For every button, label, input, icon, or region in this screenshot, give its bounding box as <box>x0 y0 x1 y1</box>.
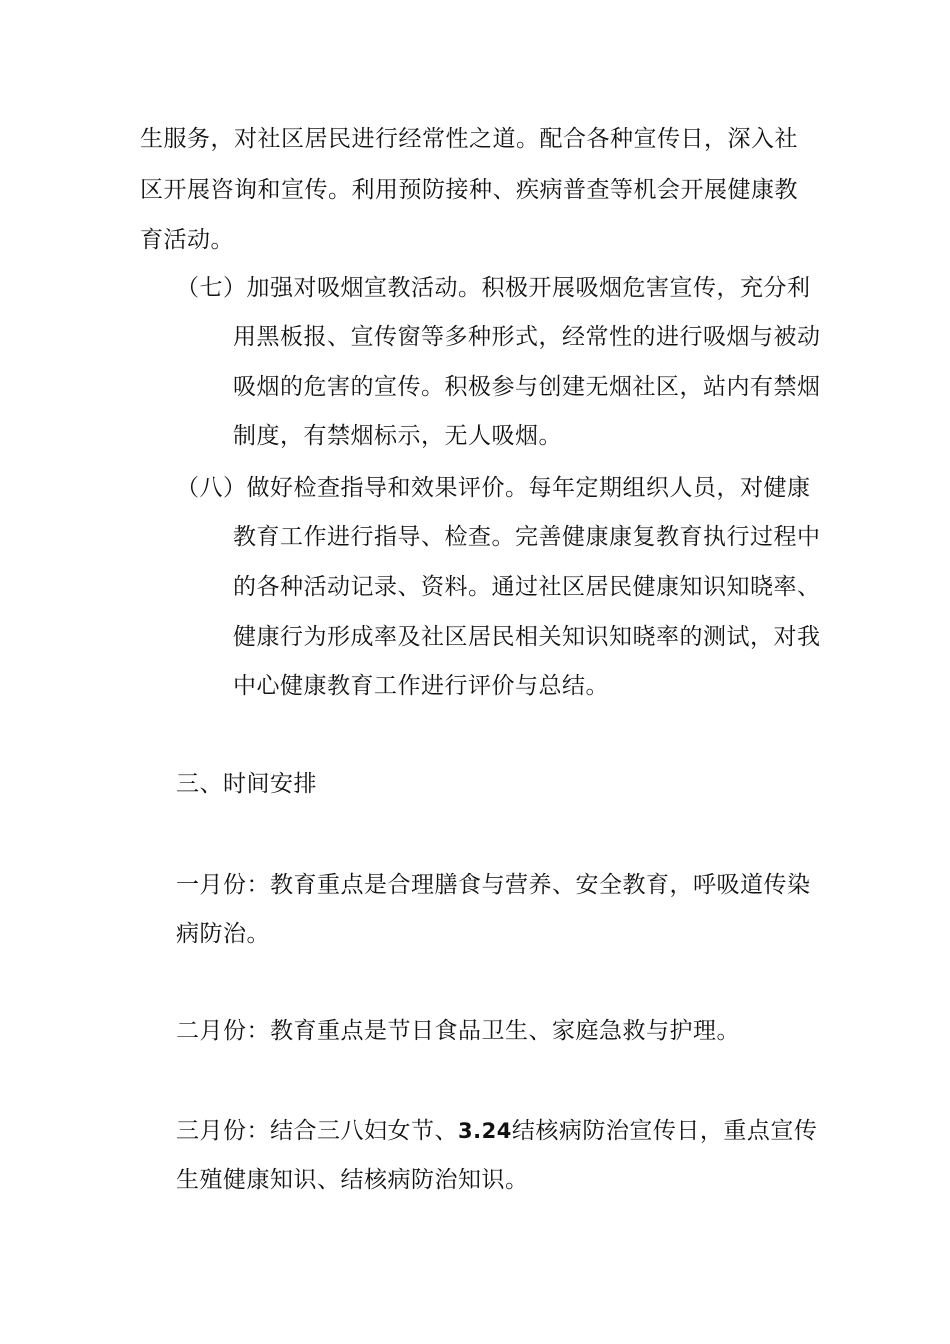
item-7-line-1: （七）加强对吸烟宣教活动。积极开展吸烟危害宣传，充分利 <box>176 275 811 301</box>
section-3-heading: 三、时间安排 <box>176 771 317 797</box>
march-text-before: 三月份：结合三八妇女节、 <box>176 1118 458 1144</box>
item-7-line-4: 制度，有禁烟标示，无人吸烟。 <box>233 423 562 449</box>
january-line-2: 病防治。 <box>176 921 270 947</box>
january-line-1: 一月份：教育重点是合理膳食与营养、安全教育，呼吸道传染 <box>176 872 811 898</box>
intro-line-2: 区开展咨询和宣传。利用预防接种、疾病普查等机会开展健康教 <box>140 177 798 203</box>
item-8-line-3: 的各种活动记录、资料。通过社区居民健康知识知晓率、 <box>233 574 821 600</box>
february-line-1: 二月份：教育重点是节日食品卫生、家庭急救与护理。 <box>176 1018 740 1044</box>
march-line-2: 生殖健康知识、结核病防治知识。 <box>176 1167 529 1193</box>
item-7-line-2: 用黑板报、宣传窗等多种形式，经常性的进行吸烟与被动 <box>233 324 821 350</box>
item-7-line-3: 吸烟的危害的宣传。积极参与创建无烟社区，站内有禁烟 <box>233 374 821 400</box>
item-8-line-1: （八）做好检查指导和效果评价。每年定期组织人员，对健康 <box>176 475 811 501</box>
march-text-after: 结核病防治宣传日，重点宣传 <box>511 1118 818 1144</box>
item-8-line-5: 中心健康教育工作进行评价与总结。 <box>233 673 609 699</box>
march-date-number: 3.24 <box>458 1119 512 1143</box>
intro-line-3: 育活动。 <box>140 227 234 253</box>
intro-line-1: 生服务，对社区居民进行经常性之道。配合各种宣传日，深入社 <box>140 126 798 152</box>
march-line-1 <box>176 1116 817 1146</box>
item-8-line-4: 健康行为形成率及社区居民相关知识知晓率的测试，对我 <box>233 624 821 650</box>
item-8-line-2: 教育工作进行指导、检查。完善健康康复教育执行过程中 <box>233 524 821 550</box>
